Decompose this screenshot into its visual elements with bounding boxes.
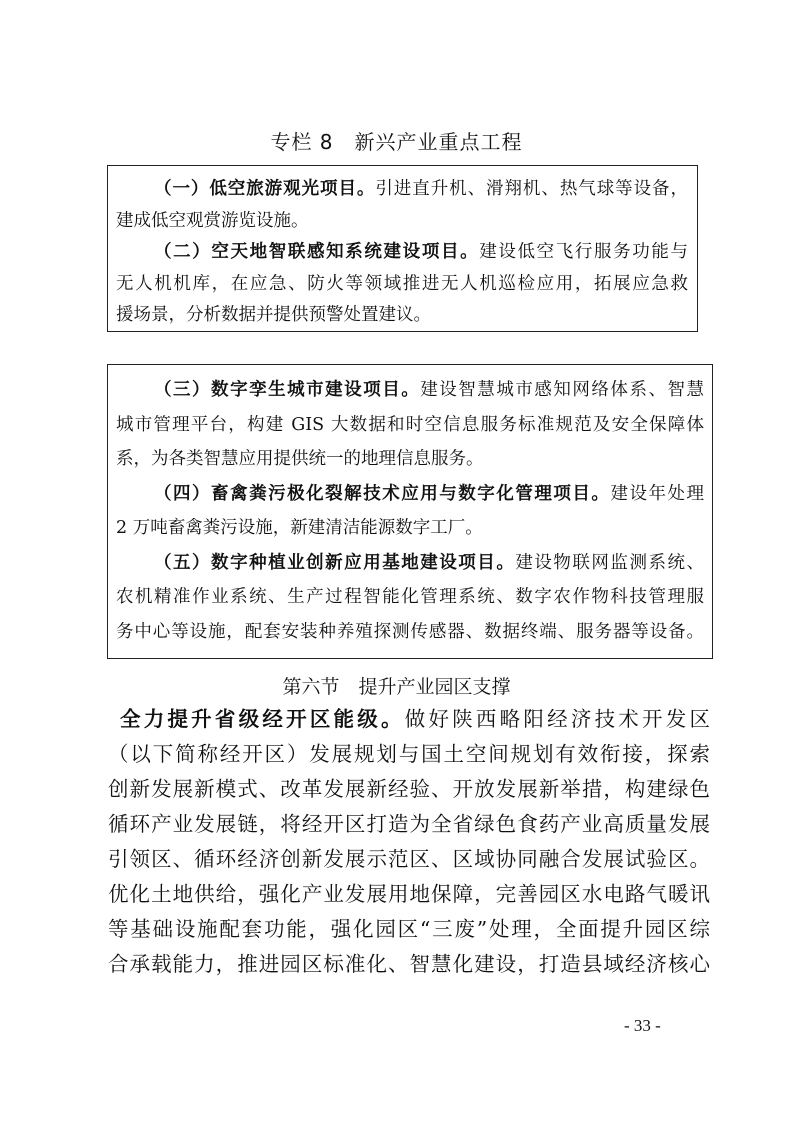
box-line: 务中心等设施，配套安装种养殖探测传感器、数据终端、服务器等设备。	[116, 621, 704, 642]
box-line: （四）畜禽粪污极化裂解技术应用与数字化管理项目。建设年处理	[154, 483, 705, 504]
body-line: 等基础设施配套功能，强化园区“三废”处理，全面提升园区综	[108, 917, 710, 941]
body-line: 优化土地供给，强化产业发展用地保障，完善园区水电路气暖讯	[108, 882, 710, 906]
box-line: （一）低空旅游观光项目。引进直升机、滑翔机、热气球等设备，	[154, 179, 689, 199]
project-box-2	[107, 364, 713, 659]
box-title: 专栏 8 新兴产业重点工程	[270, 130, 523, 154]
box-line: 2 万吨畜禽粪污设施，新建清洁能源数字工厂。	[116, 518, 483, 538]
section-heading: 第六节 提升产业园区支撑	[282, 676, 511, 698]
body-paragraph	[108, 702, 710, 982]
body-line: 引领区、循环经济创新发展示范区、区域协同融合发展试验区。	[108, 847, 710, 871]
body-line: 全力提升省级经开区能级。做好陕西略阳经济技术开发区	[120, 707, 710, 731]
body-line: 循环产业发展链，将经开区打造为全省绿色食药产业高质量发展	[108, 812, 710, 836]
box-line: （三）数字孪生城市建设项目。建设智慧城市感知网络体系、智慧	[154, 380, 704, 400]
box-line: （五）数字种植业创新应用基地建设项目。建设物联网监测系统、	[154, 552, 705, 573]
box-line: 系，为各类智慧应用提供统一的地理信息服务。	[116, 449, 484, 469]
project-box-1	[107, 165, 698, 332]
box-line: 农机精准作业系统、生产过程智能化管理系统、数字农作物科技管理服	[116, 587, 704, 607]
body-line: 合承载能力，推进园区标准化、智慧化建设，打造县域经济核心	[108, 952, 710, 976]
body-line: （以下简称经开区）发展规划与国土空间规划有效衔接，探索	[108, 742, 710, 766]
box-line: 城市管理平台，构建 GIS 大数据和时空信息服务标准规范及安全保障体	[116, 414, 704, 435]
box-line: 援场景，分析数据并提供预警处置建议。	[116, 305, 431, 325]
page-number: - 33 -	[624, 1016, 661, 1035]
box-line: 无人机机库，在应急、防火等领域推进无人机巡检应用，拓展应急救	[116, 273, 688, 294]
box-line: （二）空天地智联感知系统建设项目。建设低空飞行服务功能与	[154, 242, 688, 262]
body-line: 创新发展新模式、改革发展新经验、开放发展新举措，构建绿色	[108, 777, 710, 801]
box-line: 建成低空观赏游览设施。	[116, 210, 309, 231]
